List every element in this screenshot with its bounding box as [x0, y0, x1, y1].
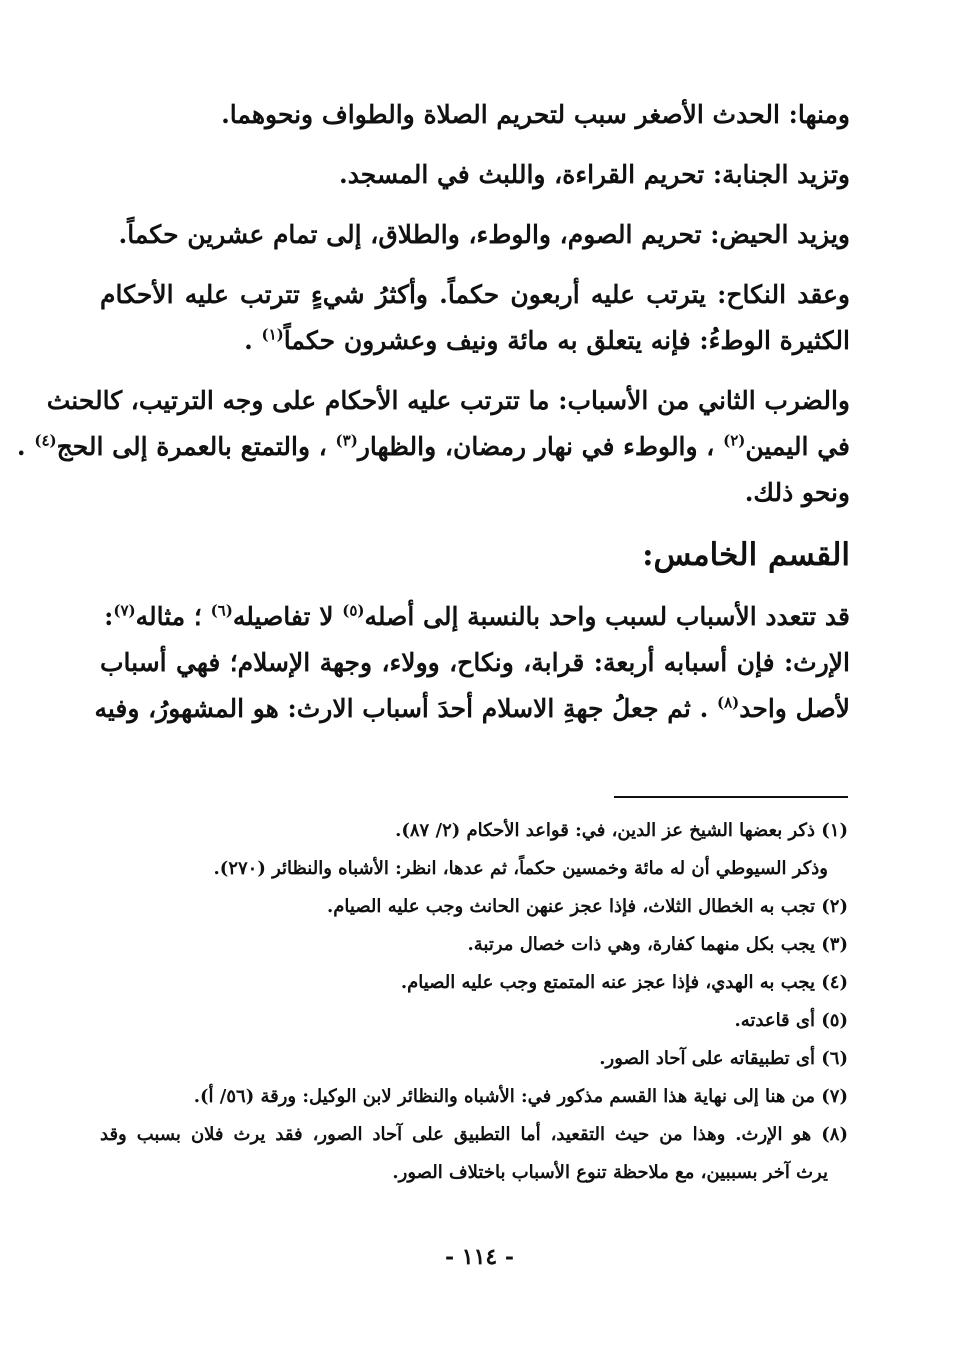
body-line-1: ومنها: الحدث الأصغر سبب لتحريم الصلاة والطواف ونحوهما.: [221, 100, 850, 129]
footnote-ref-3[interactable]: (٣): [335, 431, 358, 450]
body-line-9-b: لا تفاصيله: [232, 602, 334, 631]
body-line-9-c: ؛ مثاله: [135, 602, 202, 631]
footnote-8: (٨) هو الإرث. وهذا من حيث التقعيد، أما التطبيق على آحاد الصور، فقد يرث فلان بسبب وقد: [100, 1124, 848, 1145]
footnote-2: (٢) تجب به الخطال الثلاث، فإذا عجز عنهن الحانث وجب عليه الصيام.: [327, 896, 848, 917]
footnote-ref-1[interactable]: (١): [261, 325, 284, 344]
body-line-11-b: . ثم جعلُ جهةِ الاسلام أحدَ أسباب الارث: هو المشهورُ، وفيه: [94, 694, 709, 723]
body-line-9-end: :: [104, 602, 114, 631]
footnote-ref-5[interactable]: (٥): [342, 601, 365, 620]
footnote-ref-8[interactable]: (٨): [717, 693, 740, 712]
footnotes: [100, 812, 848, 1192]
body-line-2: وتزيد الجنابة: تحريم القراءة، واللبث في المسجد.: [338, 160, 850, 189]
footnote-1-continued: وذكر السيوطي أن له مائة وخمسين حكماً، ثم عدها، انظر: الأشباه والنظائر (٢٧٠).: [213, 858, 828, 879]
page-body: [16, 92, 850, 732]
body-line-3: ويزيد الحيض: تحريم الصوم، والوطء، والطلاق، إلى تمام عشرين حكماً.: [118, 220, 850, 249]
body-line-9-a: قد تتعدد الأسباب لسبب واحد بالنسبة إلى أصله: [364, 602, 850, 631]
body-line-6: والضرب الثاني من الأسباب: ما تترتب عليه الأحكام على وجه الترتيب، كالحنث: [46, 386, 850, 415]
footnote-separator: [614, 796, 848, 798]
body-line-7-b: ، والوطء في نهار رمضان، والظهار: [357, 432, 715, 461]
body-line-7: [16, 424, 850, 470]
footnote-ref-6[interactable]: (٦): [210, 601, 233, 620]
body-line-7-end: .: [16, 432, 26, 461]
footnote-ref-4[interactable]: (٤): [34, 431, 57, 450]
footnote-3: (٣) يجب بكل منهما كفارة، وهي ذات خصال مرتبة.: [467, 934, 848, 955]
footnote-ref-2[interactable]: (٢): [723, 431, 746, 450]
body-line-5-end: .: [244, 326, 253, 355]
footnote-7: (٧) من هنا إلى نهاية هذا القسم مذكور في: الأشباه والنظائر لابن الوكيل: ورقة (٥٦/ أ).: [193, 1086, 848, 1107]
body-line-10: الإرث: فإن أسبابه أربعة: قرابة، ونكاح، وولاء، وجهة الإسلام؛ فهي أسباب: [100, 648, 850, 677]
footnote-6: (٦) أى تطبيقاته على آحاد الصور.: [599, 1048, 848, 1069]
body-line-11: [94, 686, 850, 732]
footnote-ref-7[interactable]: (٧): [113, 601, 136, 620]
body-line-11-a: لأصل واحد: [739, 694, 850, 723]
body-line-7-c: ، والتمتع بالعمرة إلى الحج: [56, 432, 327, 461]
footnote-4: (٤) يجب به الهدي، فإذا عجز عنه المتمتع وجب عليه الصيام.: [400, 972, 848, 993]
body-line-5-text: الكثيرة الوطءُ: فإنه يتعلق به مائة ونيف وعشرون حكماً: [283, 326, 850, 355]
body-line-7-a: في اليمين: [745, 432, 850, 461]
footnote-8-continued: يرث آخر بسببين، مع ملاحظة تنوع الأسباب باختلاف الصور.: [392, 1162, 828, 1183]
footnote-1: (١) ذكر بعضها الشيخ عز الدين، في: قواعد الأحكام (٢/ ٨٧).: [395, 820, 848, 841]
body-line-4: وعقد النكاح: يترتب عليه أربعون حكماً. وأكثرُ شيءٍ تترتب عليه الأحكام: [100, 280, 850, 309]
body-line-9: [100, 594, 850, 640]
body-line-8: ونحو ذلك.: [744, 478, 850, 507]
page-number: - ١١٤ -: [444, 1244, 515, 1270]
section-heading: القسم الخامس:: [642, 537, 850, 573]
footnote-5: (٥) أى قاعدته.: [734, 1010, 848, 1031]
body-line-5: [100, 318, 850, 364]
